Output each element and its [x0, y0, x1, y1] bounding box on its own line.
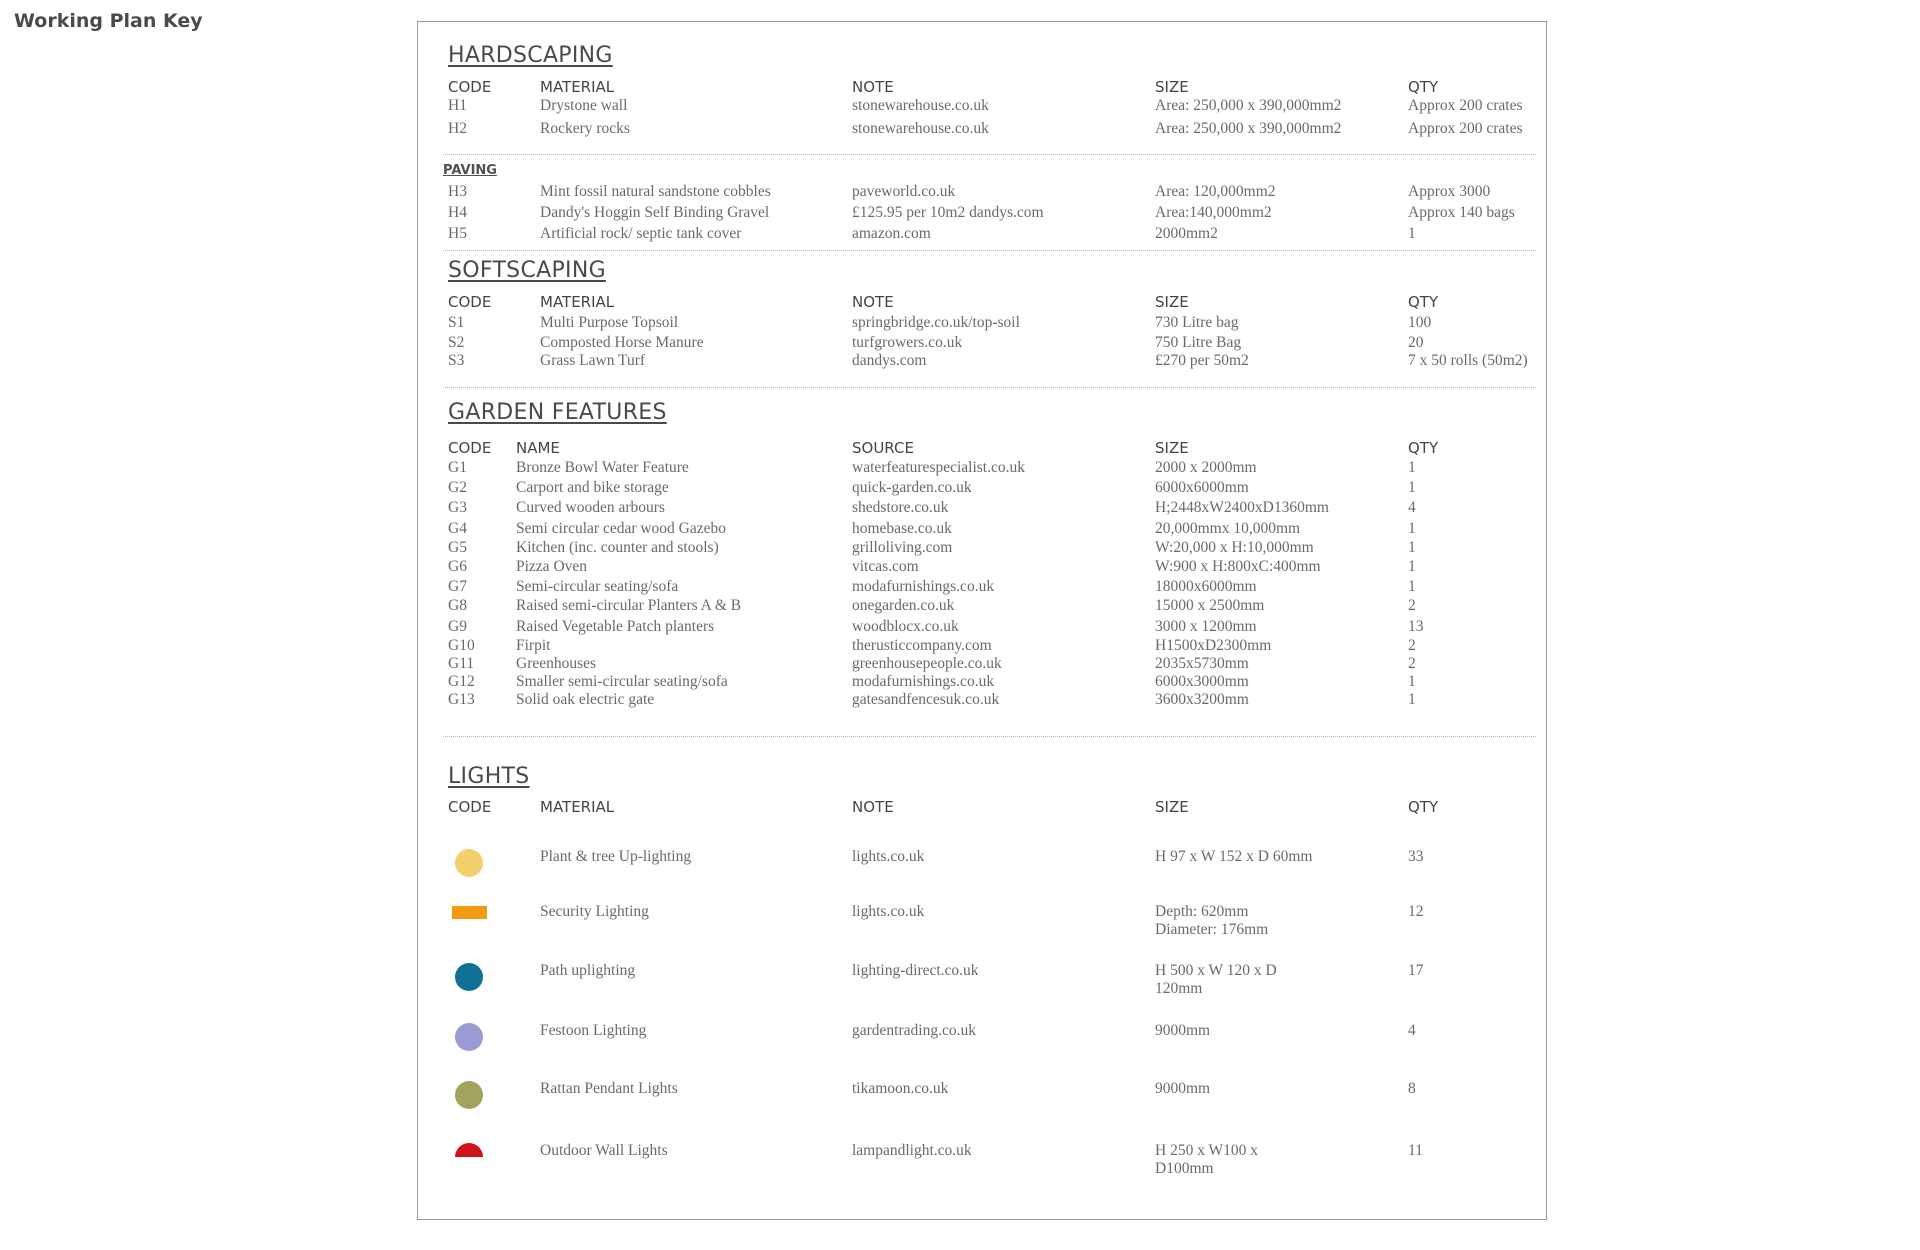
col-material-header: MATERIAL — [540, 798, 615, 816]
source-cell: quick-garden.co.uk — [852, 479, 972, 496]
hardscaping-title: HARDSCAPING — [448, 43, 613, 68]
source-cell: modafurnishings.co.uk — [852, 578, 995, 595]
col-material-header: MATERIAL — [540, 78, 615, 96]
table-row — [418, 204, 1546, 224]
note-cell: dandys.com — [852, 352, 927, 369]
note-cell: lampandlight.co.uk — [852, 1142, 972, 1159]
code-cell: G12 — [448, 673, 475, 690]
col-material-header: MATERIAL — [540, 293, 615, 311]
qty-cell: 1 — [1408, 558, 1416, 575]
paving-subtitle: PAVING — [443, 163, 497, 178]
name-cell: Bronze Bowl Water Feature — [516, 459, 689, 476]
qty-cell: 33 — [1408, 848, 1424, 865]
note-cell: lights.co.uk — [852, 848, 925, 865]
qty-cell: 1 — [1408, 578, 1416, 595]
table-row — [418, 691, 1546, 711]
table-row — [418, 499, 1546, 519]
qty-cell: 100 — [1408, 314, 1432, 331]
size-cell: W:900 x H:800xC:400mm — [1155, 558, 1321, 575]
table-row — [418, 120, 1546, 140]
note-cell: tikamoon.co.uk — [852, 1080, 949, 1097]
section-divider — [443, 154, 1536, 155]
col-note-header: NOTE — [852, 798, 894, 816]
col-size-header: SIZE — [1155, 798, 1189, 816]
size-cell: 730 Litre bag — [1155, 314, 1239, 331]
source-cell: vitcas.com — [852, 558, 919, 575]
col-qty-header: QTY — [1408, 293, 1439, 311]
size-cell: 2000mm2 — [1155, 225, 1218, 242]
material-cell: Artificial rock/ septic tank cover — [540, 225, 742, 242]
size-cell: Area: 250,000 x 390,000mm2 — [1155, 97, 1342, 114]
name-cell: Carport and bike storage — [516, 479, 669, 496]
note-cell: stonewarehouse.co.uk — [852, 97, 989, 114]
source-cell: therusticcompany.com — [852, 637, 992, 654]
table-row — [418, 618, 1546, 638]
name-cell: Curved wooden arbours — [516, 499, 665, 516]
material-cell: Path uplighting — [540, 962, 636, 979]
source-cell: greenhousepeople.co.uk — [852, 655, 1002, 672]
table-row — [418, 314, 1546, 334]
code-cell: H5 — [448, 225, 467, 242]
size-cell: 18000x6000mm — [1155, 578, 1257, 595]
section-divider — [443, 250, 1536, 251]
qty-cell: 13 — [1408, 618, 1424, 635]
material-cell: Rattan Pendant Lights — [540, 1080, 678, 1097]
size-cell: 15000 x 2500mm — [1155, 597, 1265, 614]
table-row — [418, 655, 1546, 675]
material-cell: Composted Horse Manure — [540, 334, 704, 351]
material-cell: Mint fossil natural sandstone cobbles — [540, 183, 771, 200]
qty-cell: 11 — [1408, 1142, 1423, 1159]
size-cell: H 250 x W100 x D100mm — [1155, 1142, 1259, 1177]
code-cell: G3 — [448, 499, 467, 516]
material-cell: Outdoor Wall Lights — [540, 1142, 668, 1159]
name-cell: Greenhouses — [516, 655, 597, 672]
qty-cell: 1 — [1408, 459, 1416, 476]
col-note-header: NOTE — [852, 78, 894, 96]
qty-cell: 1 — [1408, 520, 1416, 537]
size-cell: 9000mm — [1155, 1080, 1211, 1097]
col-qty-header: QTY — [1408, 439, 1439, 457]
qty-cell: Approx 200 crates — [1408, 97, 1523, 114]
table-row — [418, 1080, 1546, 1100]
table-row — [418, 520, 1546, 540]
note-cell: amazon.com — [852, 225, 931, 242]
note-cell: springbridge.co.uk/top-soil — [852, 314, 1020, 331]
code-cell: H2 — [448, 120, 467, 137]
code-cell: H3 — [448, 183, 467, 200]
name-cell: Raised semi-circular Planters A & B — [516, 597, 742, 614]
code-cell: G5 — [448, 539, 467, 556]
table-row — [418, 334, 1546, 354]
qty-cell: 7 x 50 rolls (50m2) — [1408, 352, 1528, 369]
table-row — [418, 673, 1546, 693]
qty-cell: 4 — [1408, 499, 1416, 516]
qty-cell: 17 — [1408, 962, 1424, 979]
code-cell: G1 — [448, 459, 467, 476]
col-code-header: CODE — [448, 78, 492, 96]
qty-cell: 2 — [1408, 655, 1416, 672]
code-cell: G2 — [448, 479, 467, 496]
note-cell: £125.95 per 10m2 dandys.com — [852, 204, 1044, 221]
source-cell: modafurnishings.co.uk — [852, 673, 995, 690]
size-cell: W:20,000 x H:10,000mm — [1155, 539, 1314, 556]
qty-cell: 2 — [1408, 637, 1416, 654]
note-cell: stonewarehouse.co.uk — [852, 120, 989, 137]
size-cell: H 500 x W 120 x D 120mm — [1155, 962, 1277, 997]
code-cell: S3 — [448, 352, 465, 369]
source-cell: onegarden.co.uk — [852, 597, 955, 614]
col-qty-header: QTY — [1408, 798, 1439, 816]
material-cell: Festoon Lighting — [540, 1022, 647, 1039]
name-cell: Solid oak electric gate — [516, 691, 655, 708]
code-cell: G4 — [448, 520, 467, 537]
size-cell: H;2448xW2400xD1360mm — [1155, 499, 1329, 516]
size-cell: Area: 250,000 x 390,000mm2 — [1155, 120, 1342, 137]
size-cell: 3600x3200mm — [1155, 691, 1249, 708]
section-divider — [443, 387, 1536, 388]
col-size-header: SIZE — [1155, 293, 1189, 311]
source-cell: waterfeaturespecialist.co.uk — [852, 459, 1025, 476]
col-note-header: NOTE — [852, 293, 894, 311]
qty-cell: 1 — [1408, 673, 1416, 690]
source-cell: grilloliving.com — [852, 539, 953, 556]
size-cell: 20,000mmx 10,000mm — [1155, 520, 1301, 537]
col-source-header: SOURCE — [852, 439, 914, 457]
col-size-header: SIZE — [1155, 439, 1189, 457]
code-cell: G11 — [448, 655, 475, 672]
note-cell: gardentrading.co.uk — [852, 1022, 976, 1039]
table-row — [418, 352, 1546, 372]
size-cell: Depth: 620mm Diameter: 176mm — [1155, 903, 1269, 938]
source-cell: gatesandfencesuk.co.uk — [852, 691, 1000, 708]
table-row — [418, 539, 1546, 559]
name-cell: Firpit — [516, 637, 551, 654]
qty-cell: 8 — [1408, 1080, 1416, 1097]
material-cell: Rockery rocks — [540, 120, 630, 137]
size-cell: 750 Litre Bag — [1155, 334, 1242, 351]
table-row — [418, 459, 1546, 479]
col-size-header: SIZE — [1155, 78, 1189, 96]
table-row — [418, 97, 1546, 117]
source-cell: shedstore.co.uk — [852, 499, 949, 516]
garden-features-header-row — [418, 439, 1546, 459]
lights-header-row — [418, 798, 1546, 818]
size-cell: Area: 120,000mm2 — [1155, 183, 1276, 200]
qty-cell: 20 — [1408, 334, 1424, 351]
lights-title: LIGHTS — [448, 764, 530, 789]
material-cell: Grass Lawn Turf — [540, 352, 646, 369]
size-cell: 9000mm — [1155, 1022, 1211, 1039]
table-row — [418, 1022, 1546, 1042]
size-cell: 2000 x 2000mm — [1155, 459, 1257, 476]
name-cell: Kitchen (inc. counter and stools) — [516, 539, 719, 556]
hardscaping-header-row — [418, 78, 1546, 98]
source-cell: homebase.co.uk — [852, 520, 952, 537]
table-row — [418, 903, 1546, 938]
material-cell: Multi Purpose Topsoil — [540, 314, 679, 331]
size-cell: 6000x3000mm — [1155, 673, 1249, 690]
code-cell: S2 — [448, 334, 465, 351]
code-cell: H4 — [448, 204, 467, 221]
size-cell: Area:140,000mm2 — [1155, 204, 1272, 221]
softscaping-title: SOFTSCAPING — [448, 258, 606, 283]
material-cell: Drystone wall — [540, 97, 628, 114]
table-row — [418, 637, 1546, 657]
table-row — [418, 558, 1546, 578]
table-row — [418, 848, 1546, 868]
size-cell: H1500xD2300mm — [1155, 637, 1272, 654]
code-cell: S1 — [448, 314, 465, 331]
size-cell: 3000 x 1200mm — [1155, 618, 1257, 635]
table-row — [418, 597, 1546, 617]
col-qty-header: QTY — [1408, 78, 1439, 96]
code-cell: G8 — [448, 597, 467, 614]
size-cell: £270 per 50m2 — [1155, 352, 1249, 369]
material-cell: Plant & tree Up-lighting — [540, 848, 692, 865]
qty-cell: 4 — [1408, 1022, 1416, 1039]
table-row — [418, 962, 1546, 997]
plan-key-sheet — [417, 21, 1547, 1220]
size-cell: 2035x5730mm — [1155, 655, 1249, 672]
qty-cell: 1 — [1408, 691, 1416, 708]
table-row — [418, 1142, 1546, 1177]
qty-cell: Approx 3000 — [1408, 183, 1491, 200]
col-code-header: CODE — [448, 798, 492, 816]
garden-features-title: GARDEN FEATURES — [448, 400, 667, 425]
note-cell: paveworld.co.uk — [852, 183, 956, 200]
page-title: Working Plan Key — [14, 10, 203, 32]
col-code-header: CODE — [448, 439, 492, 457]
name-cell: Smaller semi-circular seating/sofa — [516, 673, 728, 690]
note-cell: lights.co.uk — [852, 903, 925, 920]
code-cell: G10 — [448, 637, 475, 654]
qty-cell: 2 — [1408, 597, 1416, 614]
code-cell: G7 — [448, 578, 467, 595]
size-cell: H 97 x W 152 x D 60mm — [1155, 848, 1313, 865]
name-cell: Raised Vegetable Patch planters — [516, 618, 715, 635]
softscaping-header-row — [418, 293, 1546, 313]
qty-cell: Approx 140 bags — [1408, 204, 1515, 221]
table-row — [418, 225, 1546, 245]
qty-cell: Approx 200 crates — [1408, 120, 1523, 137]
material-cell: Dandy's Hoggin Self Binding Gravel — [540, 204, 770, 221]
table-row — [418, 578, 1546, 598]
name-cell: Pizza Oven — [516, 558, 588, 575]
qty-cell: 12 — [1408, 903, 1424, 920]
size-cell: 6000x6000mm — [1155, 479, 1249, 496]
name-cell: Semi circular cedar wood Gazebo — [516, 520, 727, 537]
col-code-header: CODE — [448, 293, 492, 311]
name-cell: Semi-circular seating/sofa — [516, 578, 679, 595]
qty-cell: 1 — [1408, 225, 1416, 242]
code-cell: G6 — [448, 558, 467, 575]
table-row — [418, 183, 1546, 203]
qty-cell: 1 — [1408, 539, 1416, 556]
source-cell: woodblocx.co.uk — [852, 618, 959, 635]
material-cell: Security Lighting — [540, 903, 649, 920]
code-cell: H1 — [448, 97, 467, 114]
col-name-header: NAME — [516, 439, 560, 457]
section-divider — [443, 736, 1536, 737]
table-row — [418, 479, 1546, 499]
code-cell: G13 — [448, 691, 475, 708]
note-cell: lighting-direct.co.uk — [852, 962, 979, 979]
qty-cell: 1 — [1408, 479, 1416, 496]
note-cell: turfgrowers.co.uk — [852, 334, 963, 351]
code-cell: G9 — [448, 618, 467, 635]
